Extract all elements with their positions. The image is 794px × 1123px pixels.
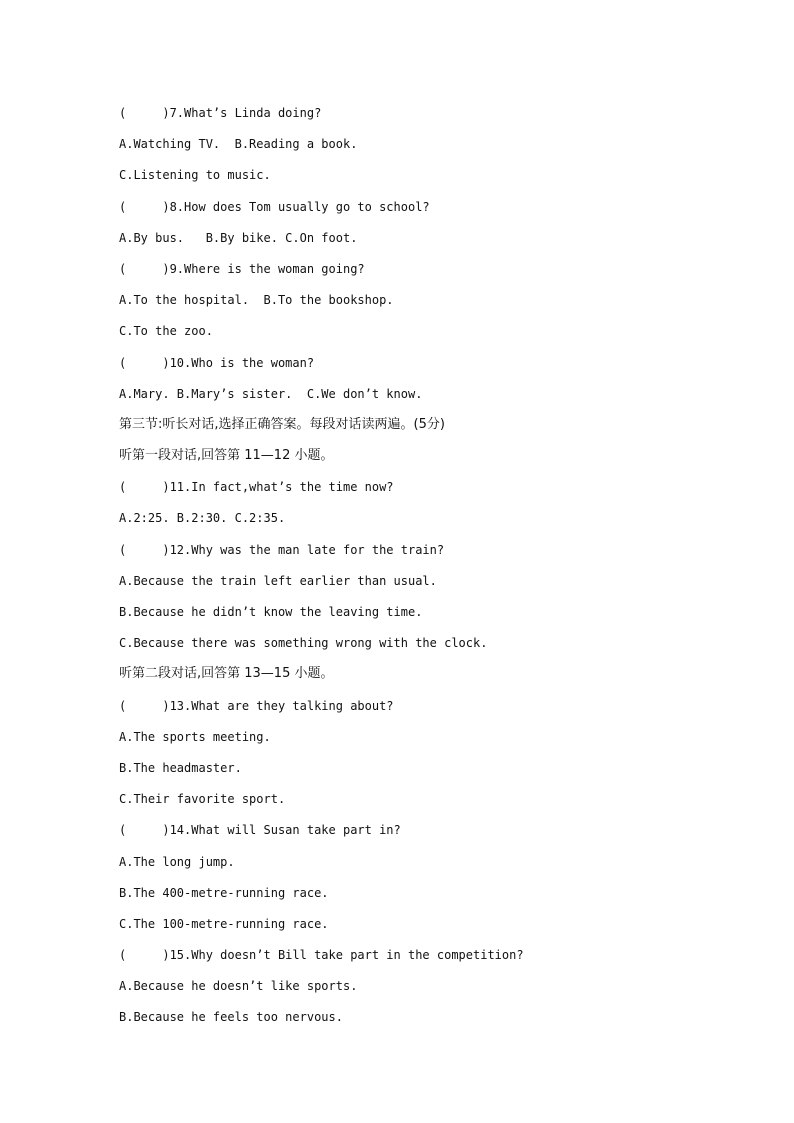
question-13: ( )13.What are they talking about? [119,698,394,713]
question-9-options-ab: A.To the hospital. B.To the bookshop. [119,293,394,308]
document-page [119,103,759,1039]
question-14-option-b: B.The 400-metre-running race. [119,885,329,900]
question-11: ( )11.In fact,what’s the time now? [119,480,394,495]
question-9-option-c: C.To the zoo. [119,324,213,339]
question-13-option-c: C.Their favorite sport. [119,792,286,807]
question-12-option-c: C.Because there was something wrong with the clock. [119,636,488,651]
question-14-option-a: A.The long jump. [119,854,235,869]
dialogue-1-instruction: 听第一段对话,回答第 11—12 小题。 [119,448,334,464]
question-7: ( )7.What’s Linda doing? [119,106,322,120]
question-15-option-b: B.Because he feels too nervous. [119,1010,343,1025]
question-8: ( )8.How does Tom usually go to school? [119,199,430,214]
question-7-options-ab: A.Watching TV. B.Reading a book. [119,137,358,152]
question-15: ( )15.Why doesn’t Bill take part in the competition? [119,948,524,963]
question-12-option-b: B.Because he didn’t know the leaving time. [119,605,423,619]
question-12: ( )12.Why was the man late for the train? [119,542,445,557]
question-14: ( )14.What will Susan take part in? [119,823,401,838]
question-10-options: A.Mary. B.Mary’s sister. C.We don’t know. [119,386,423,401]
question-10: ( )10.Who is the woman? [119,355,315,370]
question-7-option-c: C.Listening to music. [119,168,271,183]
question-9: ( )9.Where is the woman going? [119,261,365,276]
question-12-option-a: A.Because the train left earlier than usual. [119,573,437,588]
section-3-heading: 第三节:听长对话,选择正确答案。每段对话读两遍。(5分) [119,416,445,432]
question-15-option-a: A.Because he doesn’t like sports. [119,979,358,994]
question-14-option-c: C.The 100-metre-running race. [119,916,329,931]
question-13-option-b: B.The headmaster. [119,760,242,775]
dialogue-2-instruction: 听第二段对话,回答第 13—15 小题。 [119,666,334,682]
question-11-options: A.2:25. B.2:30. C.2:35. [119,511,286,526]
question-13-option-a: A.The sports meeting. [119,729,271,744]
question-8-options: A.By bus. B.By bike. C.On foot. [119,230,358,245]
